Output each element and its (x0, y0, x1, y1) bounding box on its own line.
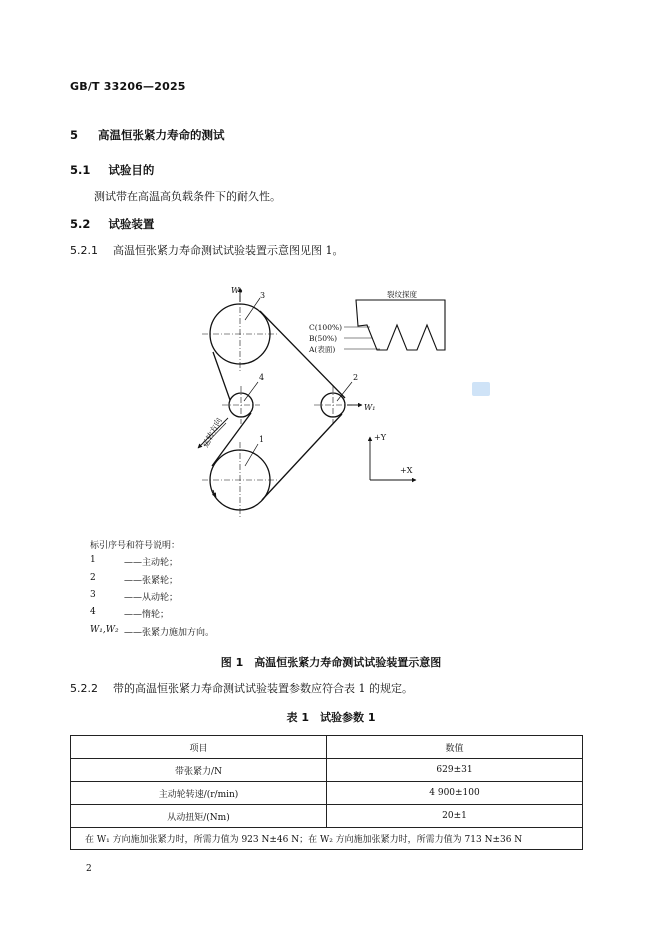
section-5-2-2-paragraph (70, 680, 413, 696)
a-surface-label: A(表面) (309, 345, 336, 354)
table-cell: 20±1 (327, 805, 583, 828)
legend-key: W₁,W₂ (90, 625, 119, 635)
legend-item (90, 625, 310, 637)
clause-text: 带的高温恒张紧力寿命测试试验装置参数应符合表 1 的规定。 (113, 682, 413, 695)
table-cell: 带张紧力/N (71, 759, 327, 782)
plus-x-label: +X (400, 466, 413, 475)
watermark-logo (472, 382, 490, 396)
legend-key: 4 (90, 607, 96, 617)
table-row (71, 759, 583, 782)
section-number: 5 (70, 128, 79, 142)
table-header-cell: 项目 (71, 736, 327, 759)
clause-number: 5.2.1 (70, 244, 98, 257)
legend-key: 3 (90, 590, 96, 600)
legend-item (90, 573, 290, 585)
pulley-2-label: 2 (353, 373, 359, 382)
legend-item (90, 590, 290, 602)
clause-text: 高温恒张紧力寿命测试试验装置示意图见图 1。 (113, 244, 344, 257)
legend-title: 标引序号和符号说明： (90, 541, 181, 551)
legend-value: ——张紧力施加方向。 (124, 628, 215, 638)
rotation-direction-label: 运转方向 (200, 416, 224, 449)
legend-item (90, 555, 290, 567)
legend-value: ——主动轮； (124, 558, 179, 568)
section-5-1-text: 测试带在高温高负载条件下的耐久性。 (94, 190, 281, 203)
section-title: 高温恒张紧力寿命的测试 (98, 128, 225, 142)
legend-item (90, 607, 290, 619)
table-row (71, 805, 583, 828)
w1-label: W₁ (364, 403, 376, 412)
table-cell: 4 900±100 (327, 782, 583, 805)
table-note: 在 W₁ 方向施加张紧力时，所需力值为 923 N±46 N；在 W₂ 方向施加张紧力时，所需力值为 713 N±36 N (71, 828, 583, 850)
table-row (71, 782, 583, 805)
belt-segment (262, 414, 342, 500)
legend-value: ——从动轮； (124, 593, 179, 603)
legend-key: 1 (90, 555, 96, 565)
clause-number: 5.2.2 (70, 682, 98, 695)
standard-id: GB/T 33206—2025 (70, 80, 186, 93)
plus-y-label: +Y (374, 433, 386, 442)
table-cell: 629±31 (327, 759, 583, 782)
table-cell: 从动扭矩/(Nm) (71, 805, 327, 828)
subsection-number: 5.2 (70, 217, 91, 231)
pulley-4-label: 4 (259, 373, 265, 382)
c100-label: C(100%) (309, 323, 343, 332)
subsection-title: 试验目的 (108, 163, 155, 177)
crack-depth-label: 裂纹探度 (387, 290, 417, 299)
legend-key: 2 (90, 573, 96, 583)
table-header-cell: 数值 (327, 736, 583, 759)
b50-label: B(50%) (309, 334, 338, 343)
subsection-title: 试验装置 (108, 217, 155, 231)
table-cell: 主动轮转速/(r/min) (71, 782, 327, 805)
table-note-row (71, 828, 583, 850)
legend-value: ——惰轮； (124, 610, 170, 620)
table-header-row (71, 736, 583, 759)
belt-segment (213, 352, 230, 400)
figure-1-caption: 图 1 高温恒张紧力寿命测试试验装置示意图 (220, 656, 442, 669)
pulley-3-label: 3 (260, 291, 266, 300)
w2-label: W₂ (231, 286, 243, 295)
subsection-number: 5.1 (70, 163, 91, 177)
pulley-1-label: 1 (259, 435, 265, 444)
table-1-caption: 表 1 试验参数 1 (286, 711, 376, 724)
table-1 (70, 735, 583, 850)
legend-value: ——张紧轮； (124, 576, 179, 586)
page-number: 2 (86, 864, 92, 874)
